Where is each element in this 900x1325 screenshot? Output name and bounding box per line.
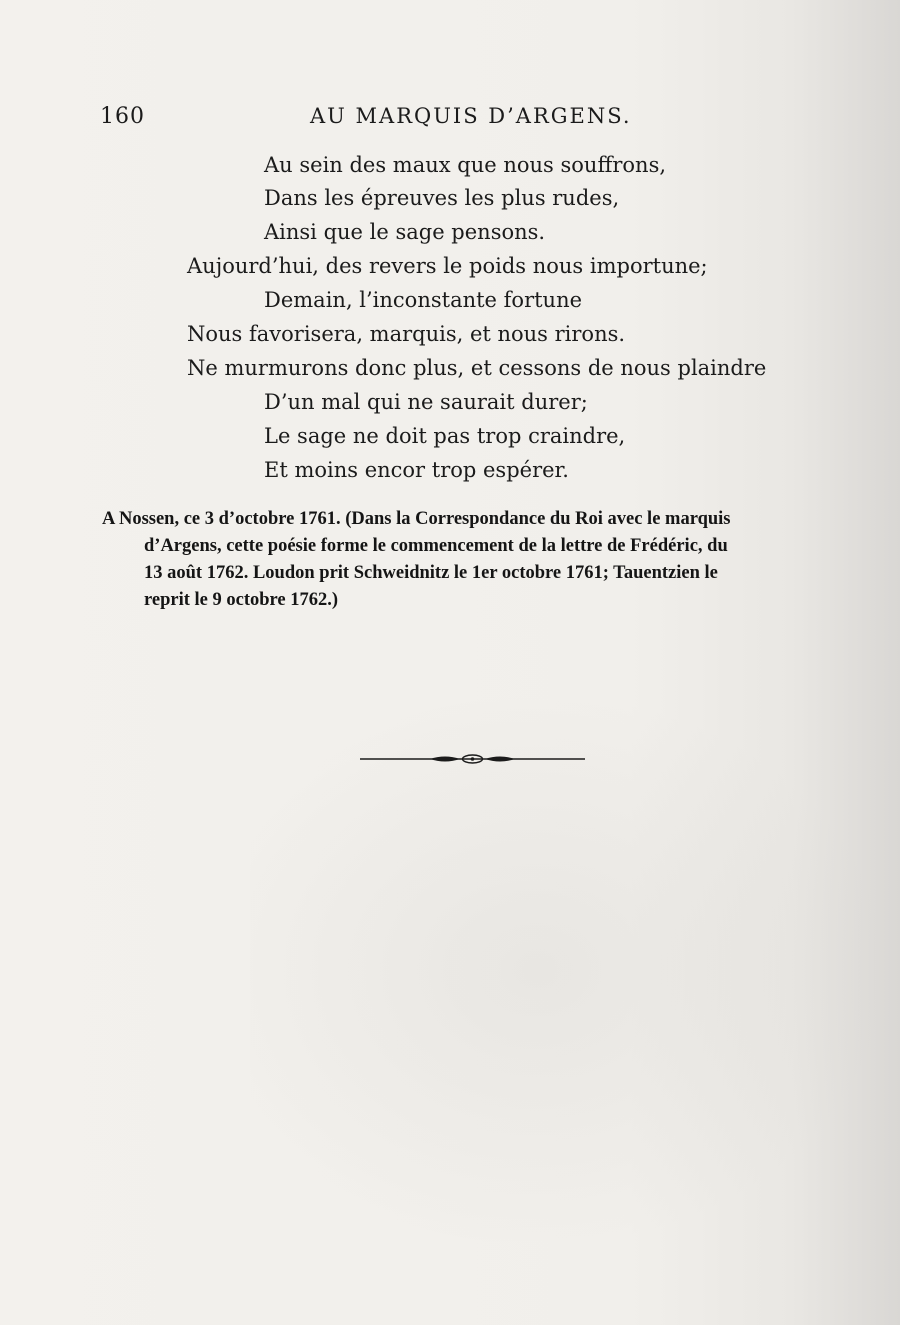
poem-line: Aujourd’hui, des revers le poids nous importune; — [187, 254, 708, 278]
poem-line: Dans les épreuves les plus rudes, — [264, 186, 620, 210]
footnote-line: 13 août 1762. Loudon prit Schweidnitz le 1er octobre 1761; Tauentzien le — [144, 563, 718, 583]
poem-line: Au sein des maux que nous souffrons, — [264, 153, 667, 177]
poem-line: Ainsi que le sage pensons. — [264, 220, 546, 244]
poem-line: Demain, l’inconstante fortune — [264, 288, 583, 312]
running-title: AU MARQUIS D’ARGENS. — [310, 104, 632, 128]
page-number: 160 — [100, 104, 145, 129]
page-header — [100, 100, 660, 136]
footnote-line: A Nossen, ce 3 d’octobre 1761. (Dans la Correspondance du Roi avec le marquis — [102, 509, 731, 529]
poem-line: Ne murmurons donc plus, et cessons de nous plaindre — [187, 356, 767, 380]
ornament-rule-icon — [360, 750, 585, 768]
show-through-text — [250, 690, 890, 1250]
poem-line: D’un mal qui ne saurait durer; — [264, 390, 588, 414]
poem-line: Et moins encor trop espérer. — [264, 458, 569, 482]
footnote — [102, 506, 852, 614]
poem-line: Nous favorisera, marquis, et nous rirons. — [187, 322, 626, 346]
poem-line: Le sage ne doit pas trop craindre, — [264, 424, 626, 448]
footnote-line: d’Argens, cette poésie forme le commencement de la lettre de Frédéric, du — [144, 536, 728, 556]
footnote-line: reprit le 9 octobre 1762.) — [144, 590, 339, 610]
